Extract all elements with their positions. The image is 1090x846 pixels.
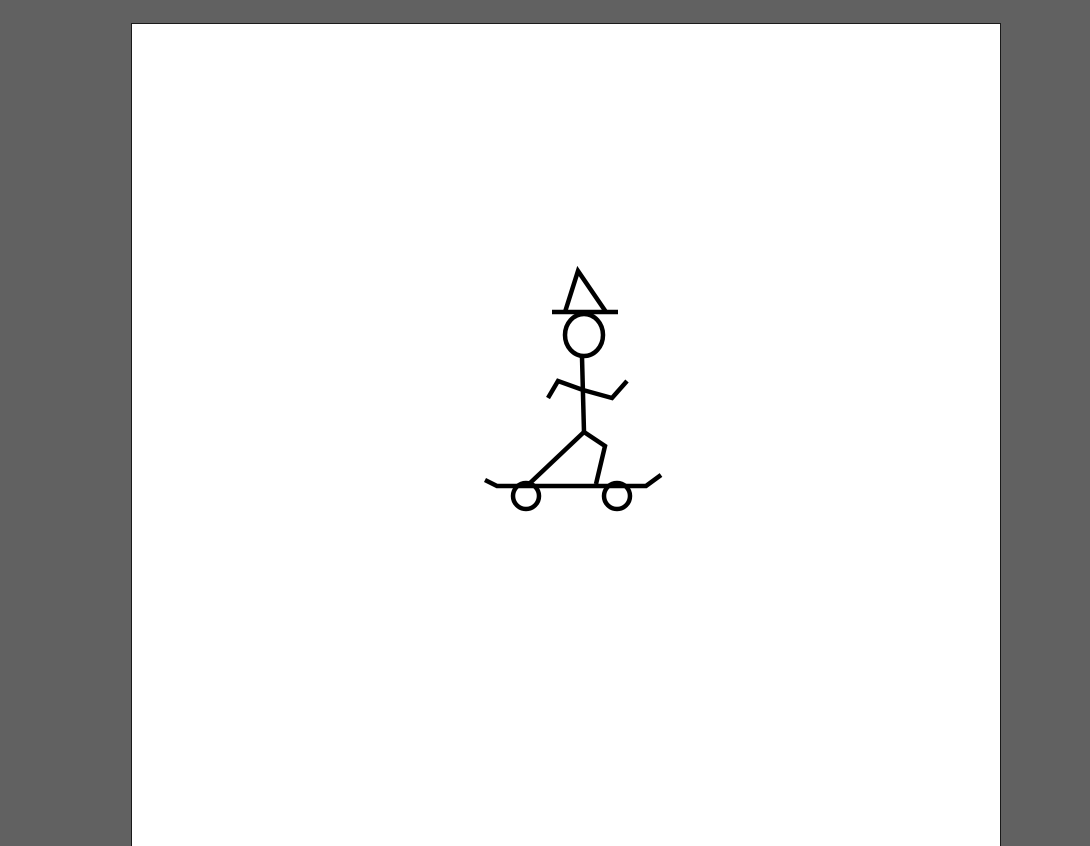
artboard[interactable]	[131, 23, 1001, 846]
